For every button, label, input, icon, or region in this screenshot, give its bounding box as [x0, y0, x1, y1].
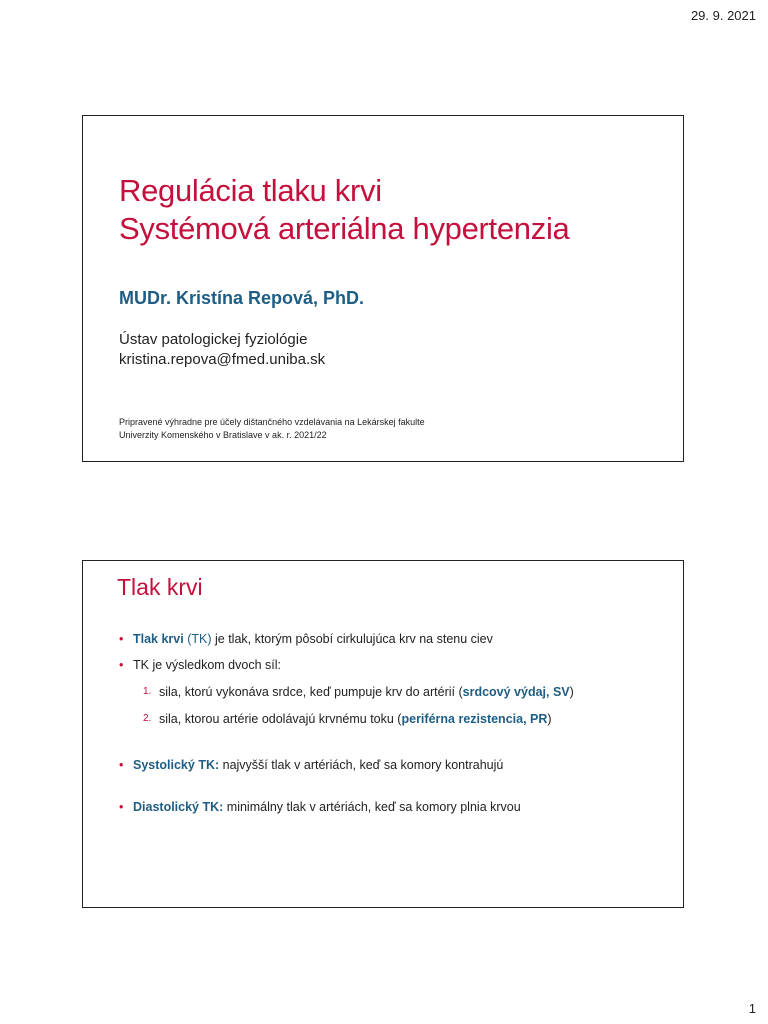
bullet-text: TK je výsledkom dvoch síl: — [133, 658, 281, 672]
item-number: 2. — [143, 713, 152, 724]
title-line-2: Systémová arteriálna hypertenzia — [119, 211, 570, 246]
disclaimer-note — [119, 416, 425, 442]
numbered-item — [119, 711, 663, 727]
bullet-text: minimálny tlak v artériách, keď sa komory plnia krvou — [223, 800, 521, 814]
item-close: ) — [569, 685, 574, 699]
bullet-item — [119, 799, 663, 815]
note-line-1: Pripravené výhradne pre účely dištančného vzdelávania na Lekárskej fakulte — [119, 417, 425, 427]
item-number: 1. — [143, 686, 152, 697]
item-text: sila, ktorou artérie odolávajú krvnému toku ( — [159, 712, 402, 726]
item-term: srdcový výdaj, SV — [462, 685, 570, 699]
bullet-text: je tlak, ktorým pôsobí cirkulujúca krv na stenu ciev — [211, 632, 493, 646]
page-date: 29. 9. 2021 — [690, 8, 756, 23]
author-name: MUDr. Kristína Repová, PhD. — [119, 288, 365, 308]
numbered-item — [119, 684, 663, 700]
bullet-text: najvyšší tlak v artériách, keď sa komory kontrahujú — [219, 758, 504, 772]
institution-block — [119, 330, 325, 370]
bullet-abbr: (TK) — [183, 632, 212, 646]
bullet-item — [119, 657, 663, 673]
bullet-term: Tlak krvi — [133, 632, 184, 646]
note-line-2: Univerzity Komenského v Bratislave v ak. r. 2021/22 — [119, 430, 327, 440]
author-email: kristina.repova@fmed.uniba.sk — [119, 351, 326, 368]
bullet-term: Diastolický TK: — [133, 800, 224, 814]
bullet-list — [119, 631, 663, 815]
page-number: 1 — [748, 1001, 756, 1016]
bullet-item — [119, 757, 663, 773]
slide-heading: Tlak krvi — [117, 574, 203, 600]
slide-title — [82, 115, 684, 462]
slide-title-heading — [119, 172, 569, 248]
item-term: periférna rezistencia, PR — [401, 712, 548, 726]
item-text: sila, ktorú vykonáva srdce, keď pumpuje krv do artérií ( — [159, 685, 463, 699]
slide-blood-pressure — [82, 560, 684, 908]
item-close: ) — [547, 712, 552, 726]
institute-name: Ústav patologickej fyziológie — [119, 331, 308, 348]
title-line-1: Regulácia tlaku krvi — [119, 173, 382, 208]
bullet-item — [119, 631, 663, 647]
bullet-term: Systolický TK: — [133, 758, 220, 772]
